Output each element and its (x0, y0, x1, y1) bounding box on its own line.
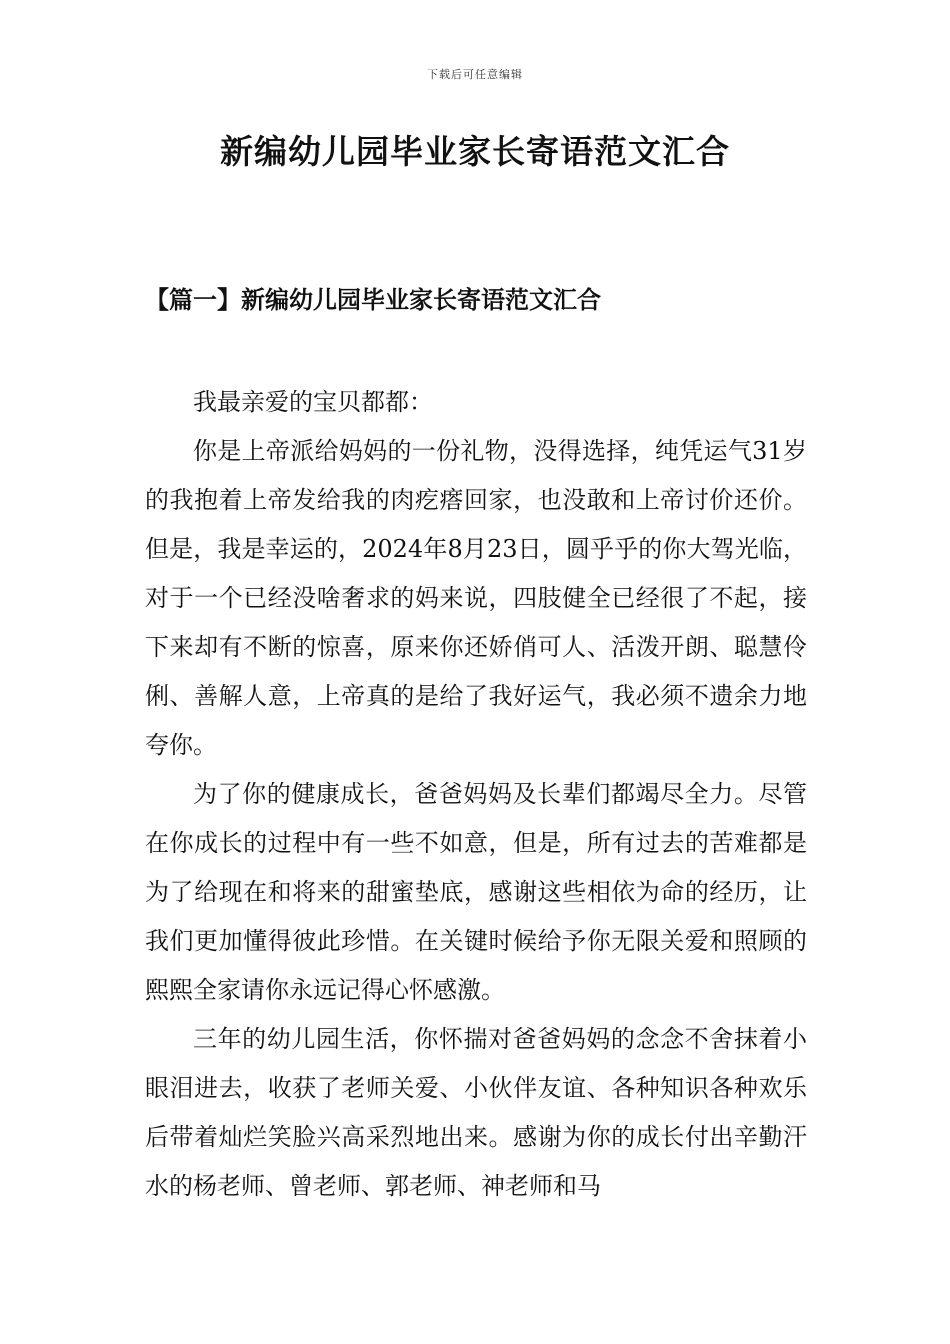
paragraph-2: 为了你的健康成长，爸爸妈妈及长辈们都竭尽全力。尽管在你成长的过程中有一些不如意，但是，所有过去的苦难都是为了给现在和将来的甜蜜垫底，感谢这些相依为命的经历，让我们更加懂得彼此珍惜。在关键时候给予你无限关爱和照顾的熙熙全家请你永远记得心怀感激。 (145, 780, 807, 1004)
document-title: 新编幼儿园毕业家长寄语范文汇合 (220, 132, 730, 171)
letter-body (145, 378, 807, 1211)
letter-greeting: 我最亲爱的宝贝都都： (193, 388, 433, 416)
paragraph-1: 你是上帝派给妈妈的一份礼物，没得选择，纯凭运气31岁的我抱着上帝发给我的肉疙瘩回家，也没敢和上帝讨价还价。但是，我是幸运的，2024年8月23日，圆乎乎的你大驾光临，对于一个已经没啥奢求的妈来说，四肢健全已经很了不起，接下来却有不断的惊喜，原来你还娇俏可人、活泼开朗、聪慧伶俐、善解人意，上帝真的是给了我好运气，我必须不遗余力地夸你。 (145, 437, 807, 759)
header-note: 下载后可任意编辑 (427, 68, 523, 81)
paragraph-3: 三年的幼儿园生活，你怀揣对爸爸妈妈的念念不舍抹着小眼泪进去，收获了老师关爱、小伙伴友谊、各种知识各种欢乐后带着灿烂笑脸兴高采烈地出来。感谢为你的成长付出辛勤汗水的杨老师、曾老师、郭老师、神老师和马 (145, 1025, 807, 1200)
section-heading: 【篇一】新编幼儿园毕业家长寄语范文汇合 (145, 285, 601, 314)
